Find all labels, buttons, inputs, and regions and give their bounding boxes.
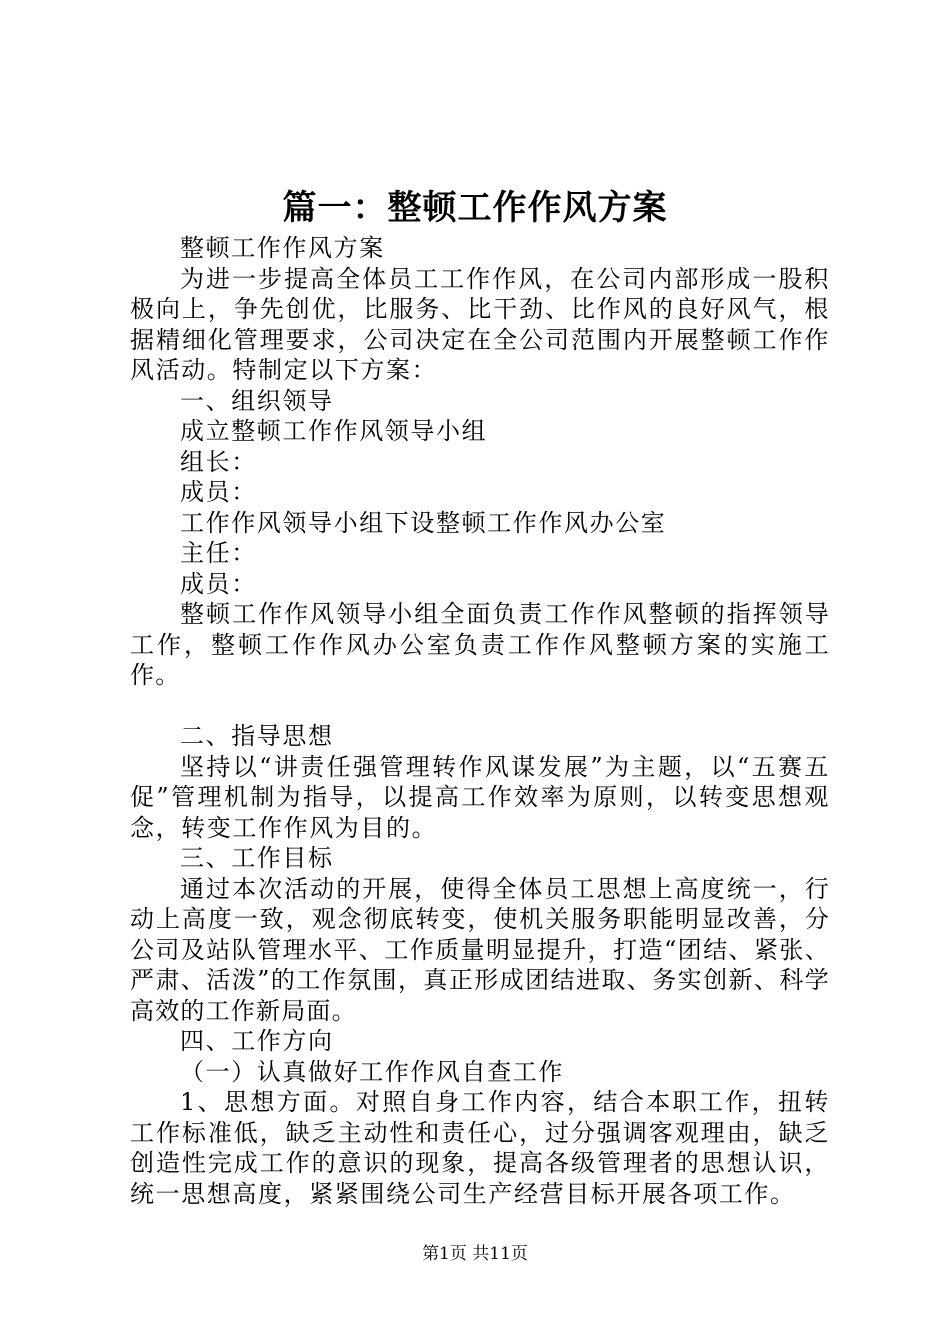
document-body bbox=[130, 233, 830, 1209]
paragraph-intro: 为进一步提高全体员工工作作风，在公司内部形成一股积极向上，争先创优，比服务、比干劲、比作风的良好风气，根据精细化管理要求，公司决定在全公司范围内开展整顿工作作风活动。特制定以下方案： bbox=[130, 264, 830, 384]
paragraph-responsibility: 整顿工作作风领导小组全面负责工作作风整顿的指挥领导工作，整顿工作作风办公室负责工作作风整顿方案的实施工作。 bbox=[130, 600, 830, 689]
paragraph-goals: 通过本次活动的开展，使得全体员工思想上高度统一，行动上高度一致，观念彻底转变，使机关服务职能明显改善，分公司及站队管理水平、工作质量明显提升，打造“团结、紧张、严肃、活泼”的工作氛围，真正形成团结进取、务实创新、科学高效的工作新局面。 bbox=[130, 874, 830, 1025]
paragraph-group-leader: 组长： bbox=[180, 447, 257, 476]
paragraph-leadership-group: 成立整顿工作作风领导小组 bbox=[180, 417, 488, 445]
heading-guiding-ideology: 二、指导思想 bbox=[180, 722, 334, 750]
heading-organization: 一、组织领导 bbox=[180, 386, 334, 415]
paragraph-office-members: 成员： bbox=[180, 569, 257, 598]
heading-self-inspection: （一）认真做好工作作风自查工作 bbox=[180, 1057, 564, 1086]
paragraph-office: 工作作风领导小组下设整顿工作作风办公室 bbox=[180, 508, 667, 537]
paragraph-group-members: 成员： bbox=[180, 478, 257, 506]
paragraph-subtitle: 整顿工作作风方案 bbox=[180, 234, 385, 262]
document-title: 篇一：整顿工作作风方案 bbox=[282, 188, 668, 228]
paragraph-ideology: 坚持以“讲责任强管理转作风谋发展”为主题，以“五赛五促”管理机制为指导，以提高工作效率为原则，以转变思想观念，转变工作作风为目的。 bbox=[130, 752, 830, 842]
paragraph-director: 主任： bbox=[180, 539, 257, 567]
heading-work-goals: 三、工作目标 bbox=[180, 844, 334, 872]
paragraph-thinking: 1、思想方面。对照自身工作内容，结合本职工作，扭转工作标准低，缺乏主动性和责任心，过分强调客观理由，缺乏创造性完成工作的意识的现象，提高各级管理者的思想认识，统一思想高度，紧紧围绕公司生产经营目标开展各项工作。 bbox=[130, 1088, 830, 1208]
heading-work-direction: 四、工作方向 bbox=[180, 1027, 334, 1055]
paragraph-gap bbox=[130, 691, 830, 722]
page-footer: 第1页 共11页 bbox=[422, 1244, 528, 1264]
